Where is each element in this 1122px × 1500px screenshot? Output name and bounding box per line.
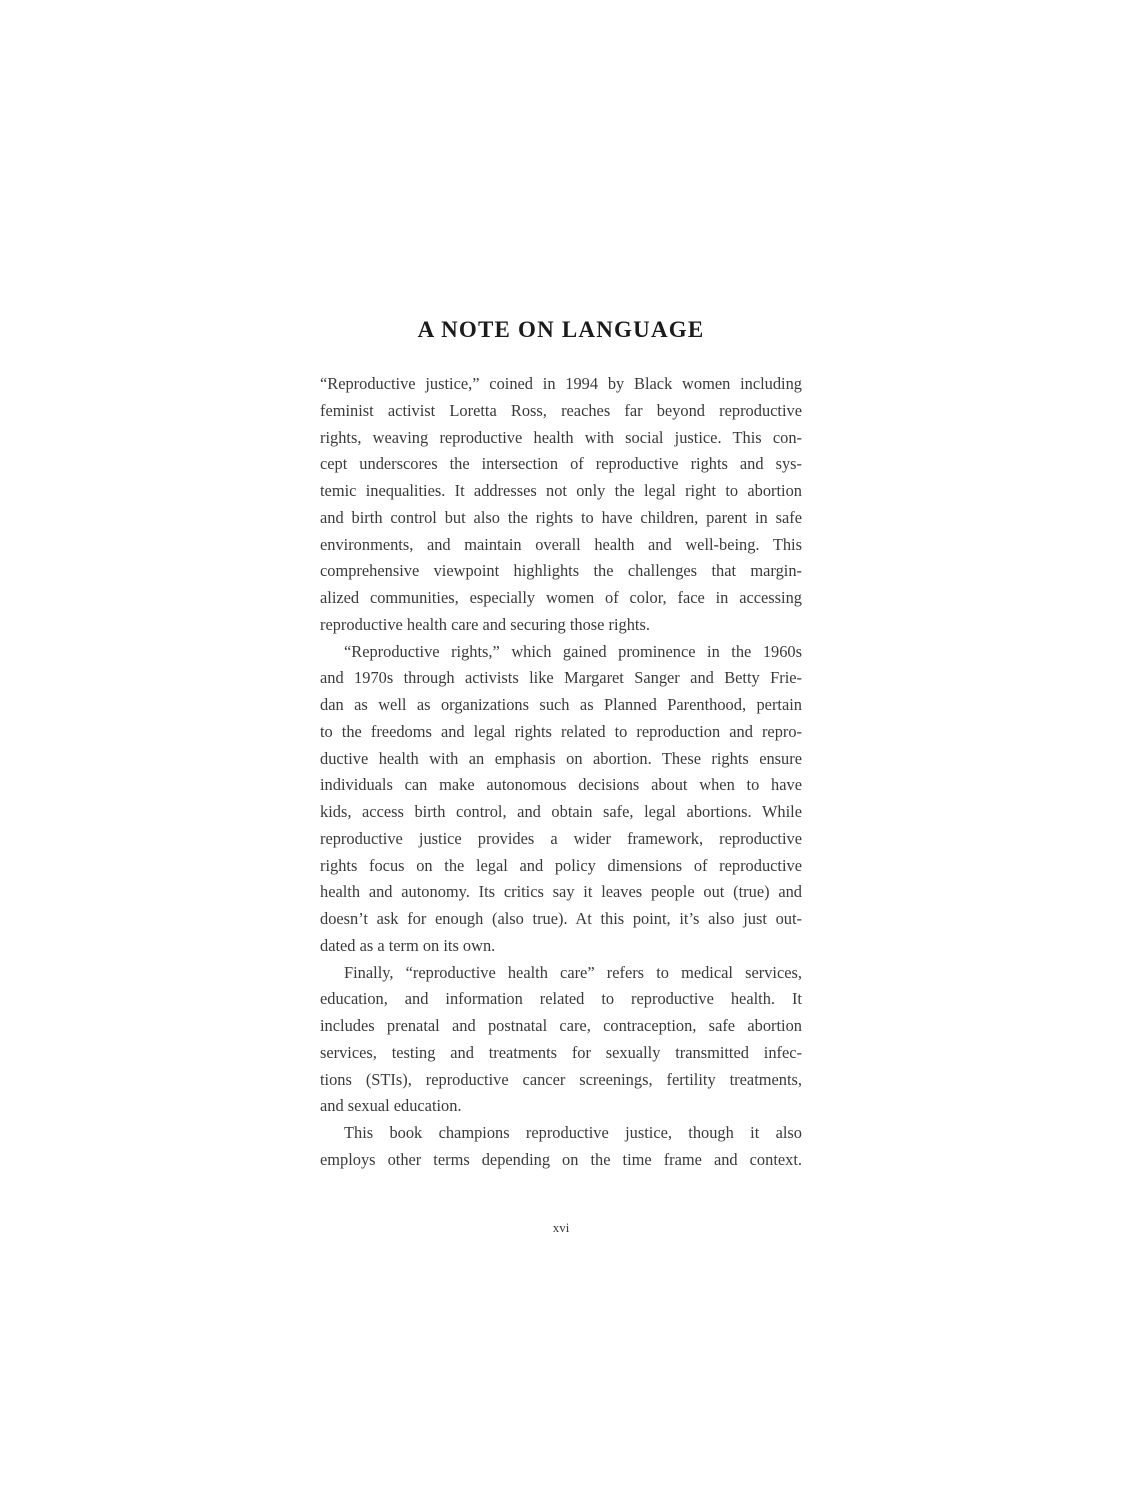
text-line: reproductive health care and securing those rights. bbox=[320, 614, 650, 634]
text-line: and sexual education. bbox=[320, 1096, 462, 1116]
text-line: rights, weaving reproductive health with social justice. This con- bbox=[320, 427, 802, 447]
text-line: employs other terms depending on the time frame and context. bbox=[320, 1149, 802, 1169]
text-line: temic inequalities. It addresses not only the legal right to abortion bbox=[320, 481, 802, 500]
text-line: “Reproductive justice,” coined in 1994 by Black women including bbox=[320, 374, 802, 393]
paragraph-2 bbox=[320, 639, 802, 960]
paragraph-1 bbox=[320, 371, 802, 639]
text-line: environments, and maintain overall health and well-being. This bbox=[320, 534, 802, 554]
paragraph-3 bbox=[320, 960, 802, 1121]
text-line: This book champions reproductive justice, though it also bbox=[344, 1123, 802, 1142]
text-line: services, testing and treatments for sexually transmitted infec- bbox=[320, 1042, 802, 1062]
text-line: alized communities, especially women of color, face in accessing bbox=[320, 588, 802, 607]
page-number: xvi bbox=[552, 1220, 570, 1235]
text-line: dan as well as organizations such as Planned Parenthood, pertain bbox=[320, 695, 802, 714]
text-line: comprehensive viewpoint highlights the challenges that margin- bbox=[320, 561, 802, 581]
text-line: education, and information related to reproductive health. It bbox=[320, 989, 802, 1009]
text-line: includes prenatal and postnatal care, contraception, safe abortion bbox=[320, 1016, 802, 1035]
text-line: reproductive justice provides a wider framework, reproductive bbox=[320, 828, 802, 848]
text-line: tions (STIs), reproductive cancer screenings, fertility treatments, bbox=[320, 1069, 802, 1089]
text-line: feminist activist Loretta Ross, reaches far beyond reproductive bbox=[320, 400, 802, 420]
text-line: Finally, “reproductive health care” refers to medical services, bbox=[344, 962, 802, 982]
text-line: rights focus on the legal and policy dimensions of reproductive bbox=[320, 855, 802, 875]
body-text bbox=[320, 371, 802, 1174]
paragraph-4 bbox=[320, 1120, 802, 1174]
text-line: dated as a term on its own. bbox=[320, 935, 496, 955]
text-line: ductive health with an emphasis on abortion. These rights ensure bbox=[320, 748, 802, 768]
text-line: cept underscores the intersection of reproductive rights and sys- bbox=[320, 454, 802, 474]
text-line: and birth control but also the rights to have children, parent in safe bbox=[320, 507, 802, 527]
text-line: to the freedoms and legal rights related to reproduction and repro- bbox=[320, 721, 802, 741]
text-line: individuals can make autonomous decisions about when to have bbox=[320, 775, 802, 795]
text-line: kids, access birth control, and obtain safe, legal abortions. While bbox=[320, 802, 802, 821]
chapter-heading: A NOTE ON LANGUAGE bbox=[417, 317, 705, 342]
text-line: doesn’t ask for enough (also true). At this point, it’s also just out- bbox=[320, 909, 802, 928]
text-line: and 1970s through activists like Margaret Sanger and Betty Frie- bbox=[320, 668, 802, 688]
text-line: “Reproductive rights,” which gained prominence in the 1960s bbox=[344, 641, 802, 661]
text-line: health and autonomy. Its critics say it leaves people out (true) and bbox=[320, 882, 802, 902]
